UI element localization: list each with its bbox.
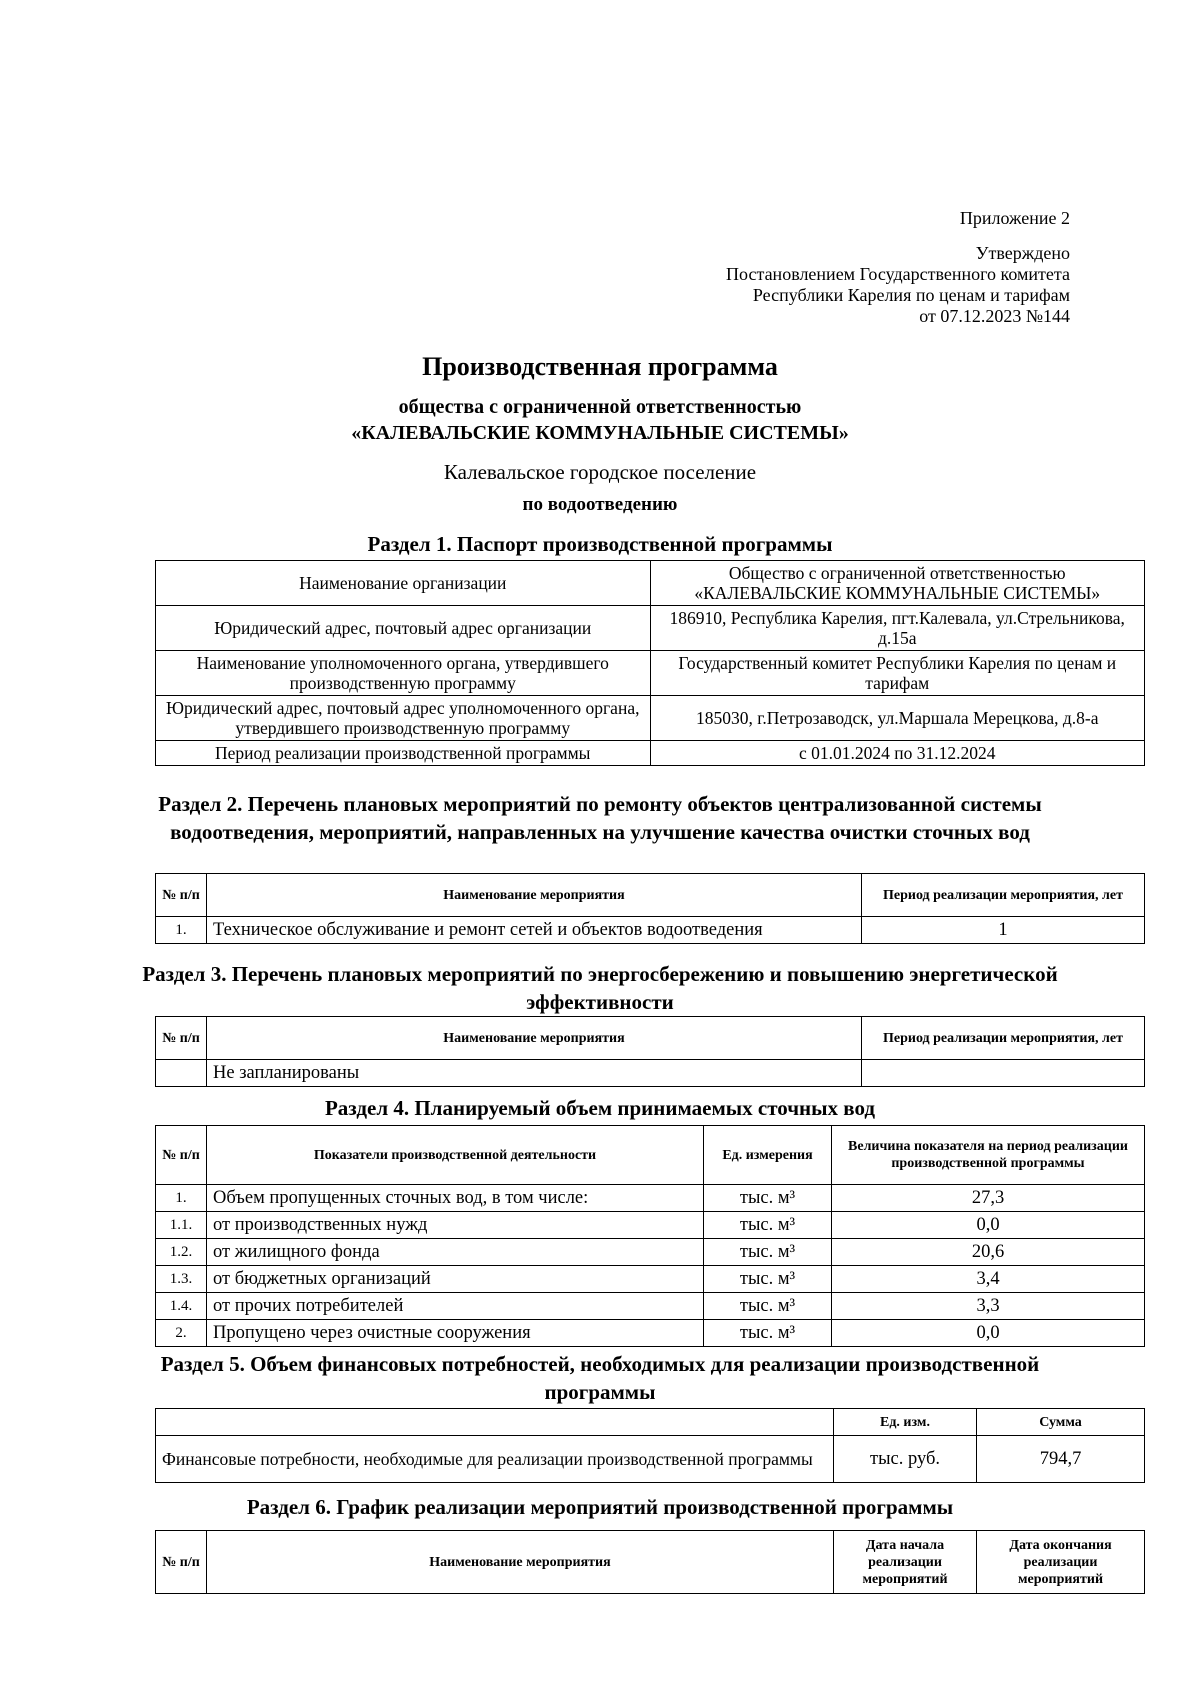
col-unit-header: Ед. измерения <box>704 1126 832 1185</box>
approval-line-1: Постановлением Государственного комитета <box>726 264 1070 284</box>
indicator-name: Объем пропущенных сточных вод, в том числе: <box>207 1185 704 1212</box>
table-row <box>156 1436 1145 1483</box>
col-number-header: № п/п <box>156 1531 207 1594</box>
indicator-value: 0,0 <box>832 1320 1145 1347</box>
col-name-header: Наименование мероприятия <box>207 874 862 917</box>
indicator-name: от производственных нужд <box>207 1212 704 1239</box>
indicator-unit: тыс. м³ <box>704 1239 832 1266</box>
passport-value: 185030, г.Петрозаводск, ул.Маршала Мерецкова, д.8-а <box>650 696 1145 741</box>
table-row <box>156 1293 1145 1320</box>
appendix-label: Приложение 2 <box>959 208 1070 228</box>
passport-label: Юридический адрес, почтовый адрес организации <box>156 606 651 651</box>
section-6-heading: Раздел 6. График реализации мероприятий производственной программы <box>246 1495 954 1519</box>
indicator-value: 0,0 <box>832 1212 1145 1239</box>
col-period-header: Период реализации мероприятия, лет <box>862 874 1145 917</box>
passport-label: Наименование уполномоченного органа, утвердившего производственную программу <box>156 651 651 696</box>
table-row <box>156 696 1145 741</box>
row-number: 1. <box>156 1185 207 1212</box>
indicator-value: 3,3 <box>832 1293 1145 1320</box>
indicator-name: от жилищного фонда <box>207 1239 704 1266</box>
passport-value: с 01.01.2024 по 31.12.2024 <box>650 741 1145 766</box>
col-name-header: Наименование мероприятия <box>207 1531 834 1594</box>
col-end-header: Дата окончания реализации мероприятий <box>977 1531 1145 1594</box>
table-row <box>156 1185 1145 1212</box>
col-value-header: Величина показателя на период реализации производственной программы <box>832 1126 1145 1185</box>
measure-name: Не запланированы <box>207 1060 862 1087</box>
row-number: 1.4. <box>156 1293 207 1320</box>
program-direction: по водоотведению <box>522 494 678 515</box>
measure-period: 1 <box>862 917 1145 944</box>
passport-value: Государственный комитет Республики Карелия по ценам и тарифам <box>650 651 1145 696</box>
indicator-unit: тыс. м³ <box>704 1266 832 1293</box>
section-3-heading: Раздел 3. Перечень плановых мероприятий по энергосбережению и повышению энергетической эффективности <box>142 962 1058 1014</box>
col-number-header: № п/п <box>156 874 207 917</box>
row-number: 1. <box>156 917 207 944</box>
approval-block <box>726 208 1070 327</box>
table-row <box>156 606 1145 651</box>
col-name-header: Наименование мероприятия <box>207 1017 862 1060</box>
financial-need-name: Финансовые потребности, необходимые для реализации производственной программы <box>156 1436 834 1483</box>
table-header-row <box>156 1409 1145 1436</box>
table-row <box>156 1239 1145 1266</box>
col-period-header: Период реализации мероприятия, лет <box>862 1017 1145 1060</box>
repair-measures-table <box>155 873 1145 944</box>
table-row <box>156 1320 1145 1347</box>
table-row <box>156 741 1145 766</box>
indicator-unit: тыс. м³ <box>704 1212 832 1239</box>
indicator-unit: тыс. м³ <box>704 1320 832 1347</box>
table-header-row <box>156 1126 1145 1185</box>
row-number: 2. <box>156 1320 207 1347</box>
passport-value: Общество с ограниченной ответственностью «КАЛЕВАЛЬСКИЕ КОММУНАЛЬНЫЕ СИСТЕМЫ» <box>650 561 1145 606</box>
table-row <box>156 651 1145 696</box>
indicator-value: 20,6 <box>832 1239 1145 1266</box>
passport-label: Юридический адрес, почтовый адрес уполномоченного органа, утвердившего производственную программу <box>156 696 651 741</box>
wastewater-volume-table <box>155 1125 1145 1347</box>
indicator-unit: тыс. м³ <box>704 1293 832 1320</box>
col-indicator-header: Показатели производственной деятельности <box>207 1126 704 1185</box>
measure-name: Техническое обслуживание и ремонт сетей и объектов водоотведения <box>207 917 862 944</box>
section-1-heading: Раздел 1. Паспорт производственной программы <box>367 532 833 556</box>
col-unit-header: Ед. изм. <box>834 1409 977 1436</box>
table-row <box>156 1212 1145 1239</box>
page-title: Производственная программа <box>422 352 778 381</box>
financial-needs-table <box>155 1408 1145 1483</box>
section-5-heading: Раздел 5. Объем финансовых потребностей, необходимых для реализации производственной программы <box>160 1352 1040 1404</box>
indicator-value: 27,3 <box>832 1185 1145 1212</box>
section-4-heading: Раздел 4. Планируемый объем принимаемых сточных вод <box>324 1096 876 1120</box>
indicator-name: от прочих потребителей <box>207 1293 704 1320</box>
indicator-value: 3,4 <box>832 1266 1145 1293</box>
col-number-header: № п/п <box>156 1126 207 1185</box>
energy-measures-table <box>155 1016 1145 1087</box>
table-row <box>156 1266 1145 1293</box>
table-row <box>156 561 1145 606</box>
approval-line-3: от 07.12.2023 №144 <box>919 306 1070 326</box>
passport-value: 186910, Республика Карелия, пгт.Калевала, ул.Стрельникова, д.15а <box>650 606 1145 651</box>
settlement-name: Калевальское городское поселение <box>443 460 757 484</box>
subtitle-line-2: «КАЛЕВАЛЬСКИЕ КОММУНАЛЬНЫЕ СИСТЕМЫ» <box>351 422 849 444</box>
table-header-row <box>156 1017 1145 1060</box>
approved-label: Утверждено <box>975 243 1070 263</box>
row-number: 1.2. <box>156 1239 207 1266</box>
indicator-name: Пропущено через очистные сооружения <box>207 1320 704 1347</box>
row-number: 1.1. <box>156 1212 207 1239</box>
table-row <box>156 1060 1145 1087</box>
subtitle-line-1: общества с ограниченной ответственностью <box>398 396 802 418</box>
organization-name <box>0 394 1200 446</box>
table-header-row <box>156 874 1145 917</box>
col-start-header: Дата начала реализации мероприятий <box>834 1531 977 1594</box>
indicator-unit: тыс. м³ <box>704 1185 832 1212</box>
approval-line-2: Республики Карелия по ценам и тарифам <box>752 285 1070 305</box>
schedule-table <box>155 1530 1145 1594</box>
table-row <box>156 917 1145 944</box>
passport-table <box>155 560 1145 766</box>
section-2-heading: Раздел 2. Перечень плановых мероприятий по ремонту объектов централизованной системы водоотведения, мероприятий, направленных на улучшение качества очистки сточных вод <box>158 792 1042 844</box>
passport-label: Наименование организации <box>156 561 651 606</box>
row-number: 1.3. <box>156 1266 207 1293</box>
financial-need-unit: тыс. руб. <box>834 1436 977 1483</box>
col-number-header: № п/п <box>156 1017 207 1060</box>
table-header-row <box>156 1531 1145 1594</box>
indicator-name: от бюджетных организаций <box>207 1266 704 1293</box>
passport-label: Период реализации производственной программы <box>156 741 651 766</box>
financial-need-sum: 794,7 <box>977 1436 1145 1483</box>
col-sum-header: Сумма <box>977 1409 1145 1436</box>
